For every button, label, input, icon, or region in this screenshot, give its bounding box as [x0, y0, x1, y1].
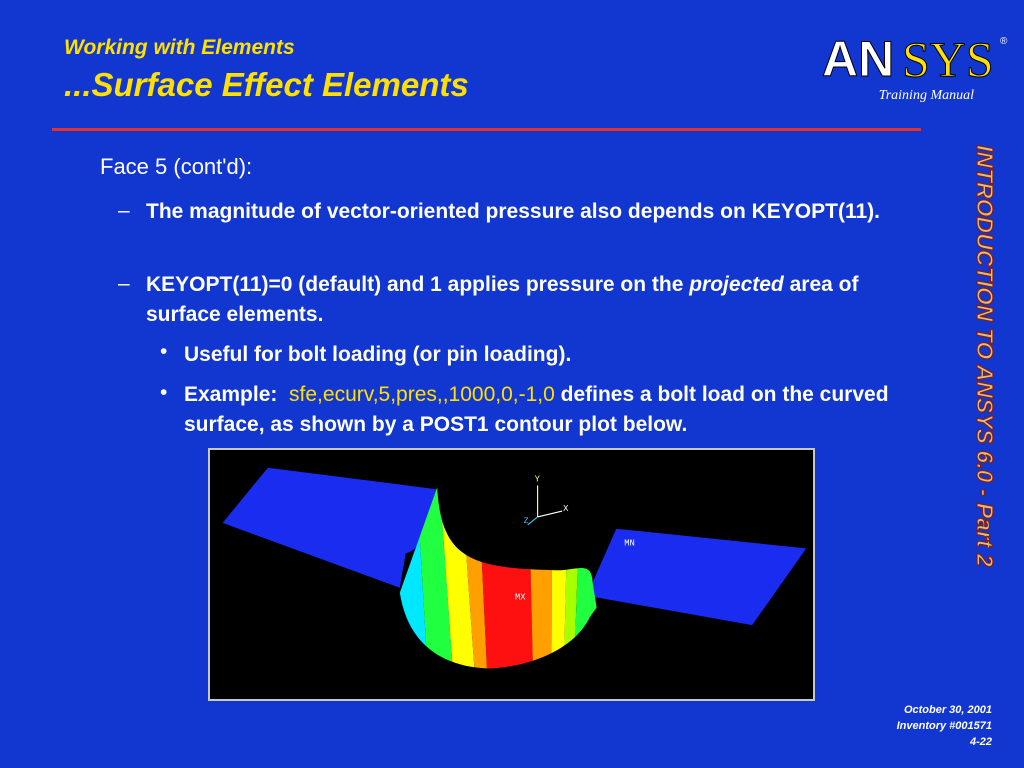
example-description: defines a bolt load on the curved surface, as shown by a POST1 contour plot below.: [184, 383, 889, 436]
emphasis-projected: projected: [689, 273, 784, 296]
min-label: MN: [624, 538, 635, 549]
axis-z-label: Z: [523, 516, 529, 526]
item-keyopt-projected: [146, 270, 936, 330]
logo-an: AN: [822, 31, 895, 85]
side-title-text: INTRODUCTION TO ANSYS 6.0 - Part 2: [972, 145, 998, 567]
title-divider: [52, 128, 921, 131]
axis-x-label: X: [563, 504, 569, 515]
logo-sys: SYS: [902, 31, 994, 85]
slide-title: ...Surface Effect Elements: [64, 66, 469, 103]
dot-bullet: •: [160, 381, 168, 404]
sub-item-example: [184, 380, 944, 440]
footer-date: October 30, 2001: [903, 704, 992, 716]
item-text: area of surface elements.: [146, 273, 859, 326]
dot-bullet: •: [160, 340, 168, 363]
axis-triad: [524, 474, 569, 525]
item-keyopt-magnitude: The magnitude of vector-oriented pressure also depends on KEYOPT(11).: [146, 200, 880, 223]
dash-bullet: –: [118, 199, 130, 222]
training-manual-label: Training Manual: [878, 88, 974, 103]
example-command: sfe,ecurv,5,pres,,1000,0,-1,0: [289, 383, 555, 406]
footer-inventory: Inventory #001571: [896, 720, 992, 732]
item-text: KEYOPT(11)=0 (default) and 1 applies pressure on the: [146, 273, 690, 296]
side-title: [955, 145, 1015, 690]
logo-registered: ®: [1000, 36, 1008, 47]
axis-y-label: Y: [534, 474, 540, 485]
dash-bullet: –: [118, 272, 130, 295]
left-plate: [223, 468, 438, 588]
footer: [897, 702, 992, 750]
contour-plot: [208, 448, 815, 701]
page-number: 4-22: [969, 736, 992, 748]
sub-item-bolt-loading: Useful for bolt loading (or pin loading).: [184, 343, 572, 366]
face-heading: Face 5 (cont'd):: [100, 154, 253, 179]
example-label: Example:: [184, 383, 278, 406]
max-label: MX: [514, 592, 526, 603]
right-plate: [587, 529, 806, 625]
ansys-logo: [822, 30, 1012, 85]
section-subtitle: Working with Elements: [64, 36, 295, 59]
